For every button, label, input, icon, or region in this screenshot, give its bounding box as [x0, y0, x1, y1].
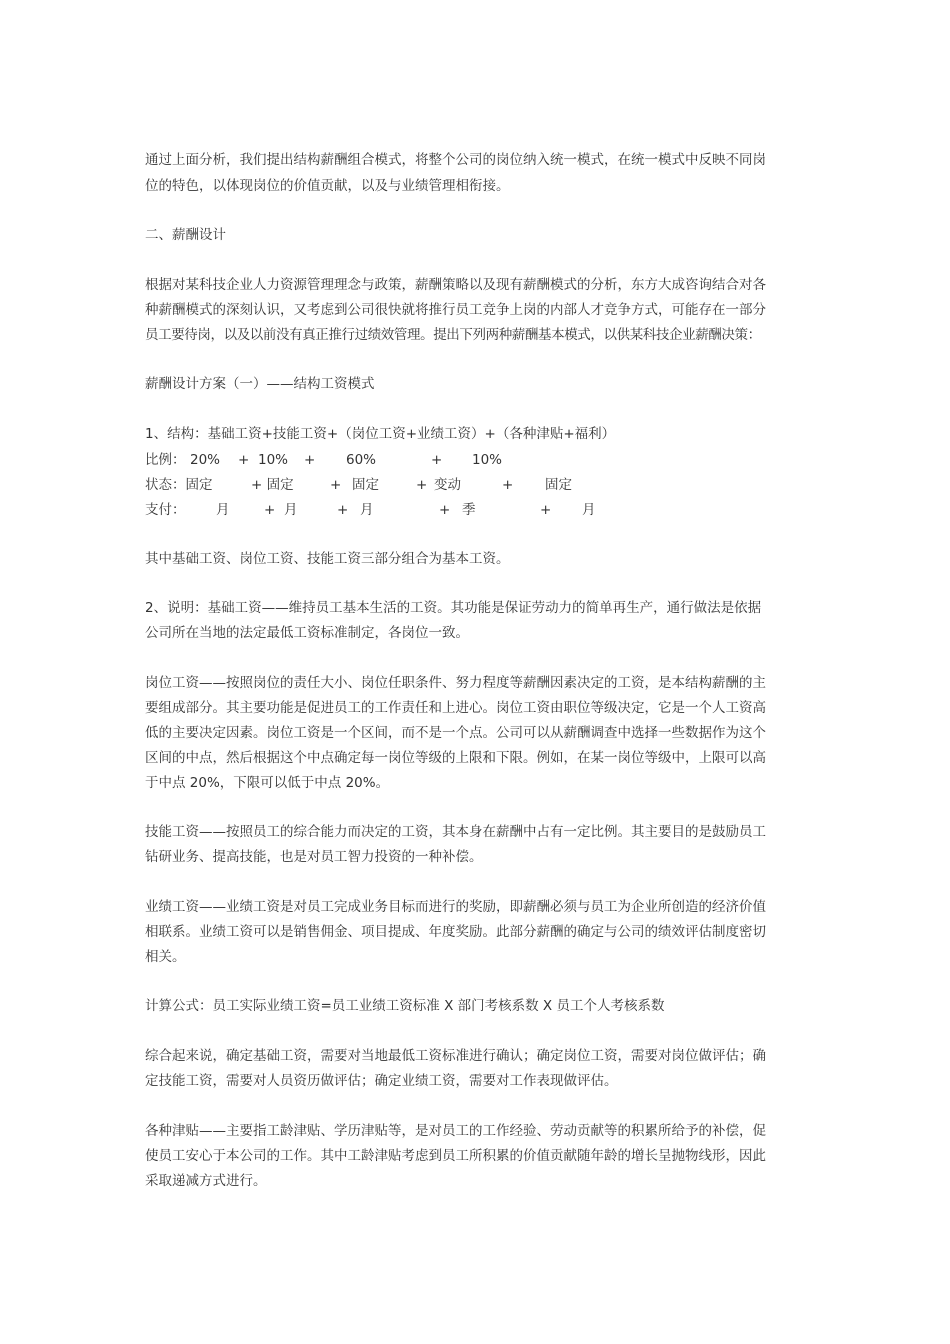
- pay-plus: +: [264, 502, 276, 518]
- pay-value: 月: [216, 502, 230, 518]
- basis-line-2: 种薪酬模式的深刻认识，又考虑到公司很快就将推行员工竞争上岗的内部人才竞争方式，可能存在一部分: [145, 302, 766, 318]
- ratio-value: 20%: [190, 452, 221, 468]
- ratio-value: 10%: [472, 452, 503, 468]
- formula: 计算公式：员工实际业绩工资=员工业绩工资标准 X 部门考核系数 X 员工个人考核系数: [145, 998, 665, 1014]
- skill-wage-line-2: 钻研业务、提高技能，也是对员工智力投资的一种补偿。: [145, 849, 483, 865]
- intro-line-2: 位的特色，以体现岗位的价值贡献，以及与业绩管理相衔接。: [145, 178, 510, 194]
- pay-plus: +: [439, 502, 451, 518]
- ratio-plus: +: [431, 452, 443, 468]
- section-heading: 二、薪酬设计: [145, 227, 226, 243]
- ratio-value: 60%: [346, 452, 377, 468]
- pay-plus: +: [540, 502, 552, 518]
- intro-line-1: 通过上面分析，我们提出结构薪酬组合模式，将整个公司的岗位纳入统一模式，在统一模式中反映不同岗: [145, 152, 766, 168]
- allowances-line-1: 各种津贴——主要指工龄津贴、学历津贴等，是对员工的工作经验、劳动贡献等的积累所给予的补偿，促: [145, 1123, 766, 1139]
- ratio-plus: +: [304, 452, 316, 468]
- status-plus: +: [502, 477, 514, 493]
- performance-wage-line-3: 相关。: [145, 949, 186, 965]
- ratio-label: 比例：: [145, 452, 186, 468]
- position-wage-line-4: 区间的中点，然后根据这个中点确定每一岗位等级的上限和下限。例如，在某一岗位等级中，上限可以高: [145, 750, 766, 766]
- pay-plus: +: [337, 502, 349, 518]
- position-wage-line-3: 低的主要决定因素。岗位工资是一个区间，而不是一个点。公司可以从薪酬调查中选择一些数据作为这个: [145, 725, 766, 741]
- summary-line-1: 综合起来说，确定基础工资，需要对当地最低工资标准进行确认；确定岗位工资，需要对岗位做评估；确: [145, 1048, 766, 1064]
- structure-line: 1、结构：基础工资+技能工资+（岗位工资+业绩工资）+（各种津贴+福利）: [145, 426, 616, 442]
- status-value: 固定: [545, 477, 572, 493]
- pay-value: 季: [462, 502, 476, 518]
- status-label: 状态：固定: [145, 477, 213, 493]
- status-value: 固定: [352, 477, 379, 493]
- basis-line-3: 员工要待岗，以及以前没有真正推行过绩效管理。提出下列两种薪酬基本模式，以供某科技企业薪酬决策：: [145, 327, 761, 343]
- ratio-plus: +: [238, 452, 250, 468]
- basic-wage-note: 其中基础工资、岗位工资、技能工资三部分组合为基本工资。: [145, 551, 510, 567]
- status-value: + 固定: [251, 477, 294, 493]
- pay-label: 支付：: [145, 502, 186, 518]
- pay-value: 月: [360, 502, 374, 518]
- position-wage-line-5: 于中点 20%，下限可以低于中点 20%。: [145, 775, 390, 791]
- explanation-line-1: 2、说明：基础工资——维持员工基本生活的工资。其功能是保证劳动力的简单再生产，通行做法是依据: [145, 600, 762, 616]
- summary-line-2: 定技能工资，需要对人员资历做评估；确定业绩工资，需要对工作表现做评估。: [145, 1073, 618, 1089]
- position-wage-line-2: 要组成部分。其主要功能是促进员工的工作责任和上进心。岗位工资由职位等级决定，它是一个人工资高: [145, 700, 766, 716]
- basis-line-1: 根据对某科技企业人力资源管理理念与政策，薪酬策略以及现有薪酬模式的分析，东方大成咨询结合对各: [145, 277, 766, 293]
- status-value: 变动: [434, 477, 461, 493]
- status-plus: +: [330, 477, 342, 493]
- ratio-value: 10%: [258, 452, 289, 468]
- allowances-line-3: 采取递减方式进行。: [145, 1173, 267, 1189]
- plan-title: 薪酬设计方案（一）——结构工资模式: [145, 376, 375, 392]
- pay-value: 月: [582, 502, 596, 518]
- performance-wage-line-1: 业绩工资——业绩工资是对员工完成业务目标而进行的奖励，即薪酬必须与员工为企业所创造的经济价值: [145, 899, 766, 915]
- allowances-line-2: 使员工安心于本公司的工作。其中工龄津贴考虑到员工所积累的价值贡献随年龄的增长呈抛物线形，因此: [145, 1148, 766, 1164]
- pay-value: 月: [284, 502, 298, 518]
- performance-wage-line-2: 相联系。业绩工资可以是销售佣金、项目提成、年度奖励。此部分薪酬的确定与公司的绩效评估制度密切: [145, 924, 766, 940]
- explanation-line-2: 公司所在当地的法定最低工资标准制定，各岗位一致。: [145, 625, 469, 641]
- skill-wage-line-1: 技能工资——按照员工的综合能力而决定的工资，其本身在薪酬中占有一定比例。其主要目的是鼓励员工: [145, 824, 766, 840]
- position-wage-line-1: 岗位工资——按照岗位的责任大小、岗位任职条件、努力程度等薪酬因素决定的工资，是本结构薪酬的主: [145, 675, 766, 691]
- status-plus: +: [416, 477, 428, 493]
